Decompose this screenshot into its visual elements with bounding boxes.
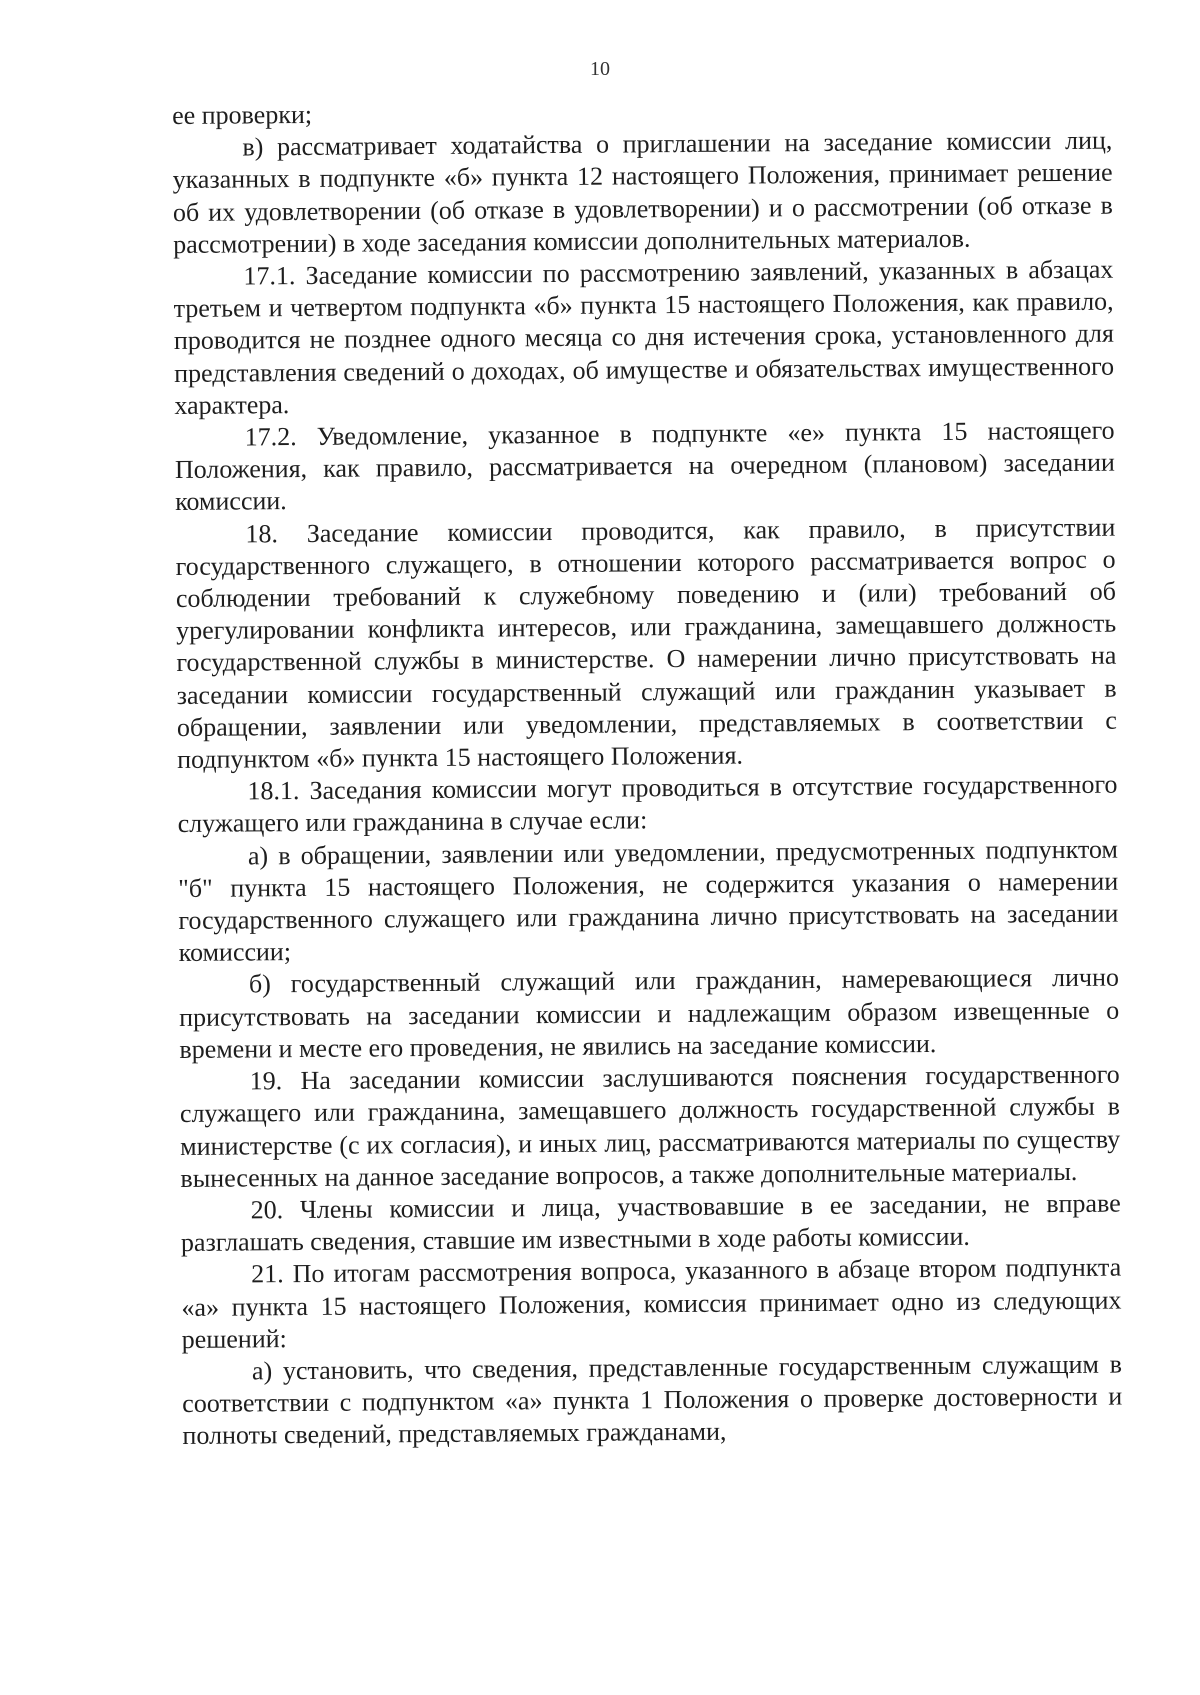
paragraph-17-1: 17.1. Заседание комиссии по рассмотрению заявлений, указанных в абзацах третьем и четвертом подпункта «б» пункта 15 настоящего Положения, как правило, проводится не позднее одного месяца со дня истечения срока, установленного для представления сведений о доходах, об имуществе и обязательствах имущественного характера. — [173, 254, 1115, 420]
paragraph-continuation: ее проверки; — [172, 99, 313, 130]
document-body — [172, 93, 1123, 1453]
page-number: 10 — [590, 58, 610, 80]
paragraph-18: 18. Заседание комиссии проводится, как правило, в присутствии государственного служащего, в отношении которого рассматривается вопрос о соблюдении требований к служебному поведению и (или) требований об урегулировании конфликта интересов, или гражданина, замещавшего должность государственной службы в министерстве. О намерении лично присутствовать на заседании комиссии государственный служащий или гражданин указывает в обращении, заявлении или уведомлении, представляемых в соответствии с подпунктом «б» пункта 15 настоящего Положения. — [175, 512, 1118, 775]
paragraph-20: 20. Члены комиссии и лица, участвовавшие в ее заседании, не вправе разглашать сведения, ставшие им известными в ходе работы комиссии. — [180, 1188, 1121, 1258]
paragraph-item-v: в) рассматривает ходатайства о приглашении на заседание комиссии лиц, указанных в подпункте «б» пункта 12 настоящего Положения, принимает решение об их удовлетворении (об отказе в удовлетворении) и о рассмотрении (об отказе в рассмотрении) в ходе заседания комиссии дополнительных материалов. — [172, 125, 1113, 259]
paragraph-18-1: 18.1. Заседания комиссии могут проводиться в отсутствие государственного служащего или гражданина в случае если: — [177, 769, 1118, 839]
paragraph-17-2: 17.2. Уведомление, указанное в подпункте «е» пункта 15 настоящего Положения, как правило, рассматривается на очередном (плановом) заседании комиссии. — [174, 415, 1115, 517]
paragraph-18-1-b: б) государственный служащий или гражданин, намеревающиеся лично присутствовать на заседании комиссии и надлежащим образом извещенные о времени и месте его проведения, не явились на заседание комиссии. — [179, 963, 1120, 1064]
paragraph-21: 21. По итогам рассмотрения вопроса, указанного в абзаце втором подпункта «а» пункта 15 настоящего Положения, комиссия принимает одно из следующих решений: — [181, 1252, 1122, 1354]
paragraph-21-a: а) установить, что сведения, представленные государственным служащим в соответствии с подпунктом «а» пункта 1 Положения о проверке достоверности и полноты сведений, представляемых гражданами, — [182, 1349, 1123, 1451]
paragraph-18-1-a: а) в обращении, заявлении или уведомлении, предусмотренных подпунктом "б" пункта 15 настоящего Положения, не содержится указания о намерении государственного служащего или гражданина лично присутствовать на заседании комиссии; — [178, 834, 1119, 968]
paragraph-19: 19. На заседании комиссии заслушиваются пояснения государственного служащего или гражданина, замещавшего должность государственной службы в министерстве (с их согласия), и иных лиц, рассматриваются материалы по существу вынесенных на данное заседание вопросов, а также дополнительные материалы. — [179, 1059, 1121, 1193]
